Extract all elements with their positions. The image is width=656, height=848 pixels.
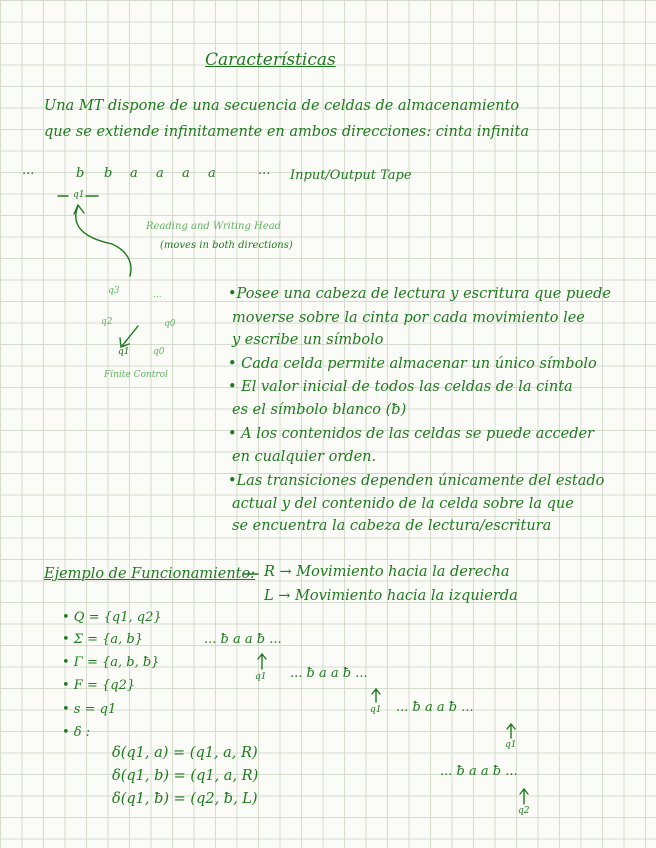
example-tape: ... ƀ a a ƀ ... <box>396 700 474 715</box>
page-title: Características <box>205 50 336 70</box>
tape-cell: a <box>208 166 216 181</box>
example-tape-state: q1 <box>255 672 267 682</box>
move-definition: L → Movimiento hacia la izquierda <box>264 588 518 604</box>
tape-head-marker: q1 <box>73 190 85 200</box>
head-label: Reading and Writing Head <box>146 221 282 232</box>
tape-cell: b <box>104 166 113 181</box>
example-tape: ... ƀ a a ƀ ... <box>290 666 368 681</box>
bullet-line: se encuentra la cabeza de lectura/escritura <box>232 518 552 534</box>
state-label: q3 <box>108 286 120 296</box>
state-label: q0 <box>164 319 176 329</box>
tape-ellipsis-right: ... <box>258 163 271 178</box>
transition-rule: δ(q1, a) = (q1, a, R) <box>112 745 258 761</box>
state-label: q0 <box>153 347 165 357</box>
bullet-line: en cualquier orden. <box>232 449 377 465</box>
control-needle <box>122 326 138 346</box>
intro-line-2: que se extiende infinitamente en ambos direcciones: cinta infinita <box>44 124 529 140</box>
definition-item: • s = q1 <box>62 702 117 717</box>
tape-cell: b <box>76 166 85 181</box>
transition-rule: δ(q1, b) = (q1, a, R) <box>112 768 259 784</box>
definition-item: • F = {q2} <box>62 678 136 693</box>
move-definition: R → Movimiento hacia la derecha <box>264 564 510 580</box>
example-tape-state: q1 <box>370 705 382 715</box>
definition-item: • Q = {q1, q2} <box>62 610 162 625</box>
tape-label: Input/Output Tape <box>290 168 412 183</box>
finite-control-label: Finite Control <box>104 370 168 380</box>
tape-cell: a <box>182 166 190 181</box>
tape-cell: a <box>130 166 138 181</box>
tape-pointer-arrow <box>372 689 380 702</box>
tape-ellipsis-left: ... <box>22 163 35 178</box>
intro-line-1: Una MT dispone de una secuencia de celdas de almacenamiento <box>44 98 520 114</box>
transition-rule: δ(q1, ƀ) = (q2, ƀ, L) <box>112 791 258 807</box>
bullet-line: •Las transiciones dependen únicamente del estado <box>228 473 605 489</box>
example-heading: Ejemplo de Funcionamiento: <box>44 566 256 582</box>
bullet-line: es el símbolo blanco (ƀ) <box>232 402 407 418</box>
example-tape: ... ƀ a a ƀ ... <box>440 764 518 779</box>
tape-pointer-arrow <box>258 654 266 669</box>
example-tape: ... ƀ a a ƀ ... <box>204 632 282 647</box>
example-tape-state: q2 <box>518 806 530 816</box>
bullet-line: moverse sobre la cinta por cada movimiento lee <box>232 310 585 326</box>
tape-pointer-arrow <box>520 789 528 804</box>
bullet-line: • A los contenidos de las celdas se puede acceder <box>228 426 594 442</box>
tape-pointer-arrow <box>507 724 515 738</box>
state-label: q1 <box>118 347 130 357</box>
bullet-line: actual y del contenido de la celda sobre la que <box>232 496 574 512</box>
tape-cell: a <box>156 166 164 181</box>
head-to-control-arrow <box>76 206 131 276</box>
bullet-line: y escribe un símbolo <box>232 332 384 348</box>
example-tape-state: q1 <box>505 740 517 750</box>
state-dots: ... <box>153 290 162 300</box>
bullet-line: •Posee una cabeza de lectura y escritura que puede <box>228 286 612 302</box>
definition-item: • Γ = {a, b, ƀ} <box>62 655 160 670</box>
head-label-note: (moves in both directions) <box>160 240 293 251</box>
definition-item: • δ : <box>62 725 91 740</box>
definition-item: • Σ = {a, b} <box>62 632 144 647</box>
bullet-line: • Cada celda permite almacenar un único símbolo <box>228 356 597 372</box>
bullet-line: • El valor inicial de todos las celdas de la cinta <box>228 379 573 395</box>
state-label: q2 <box>101 317 113 327</box>
